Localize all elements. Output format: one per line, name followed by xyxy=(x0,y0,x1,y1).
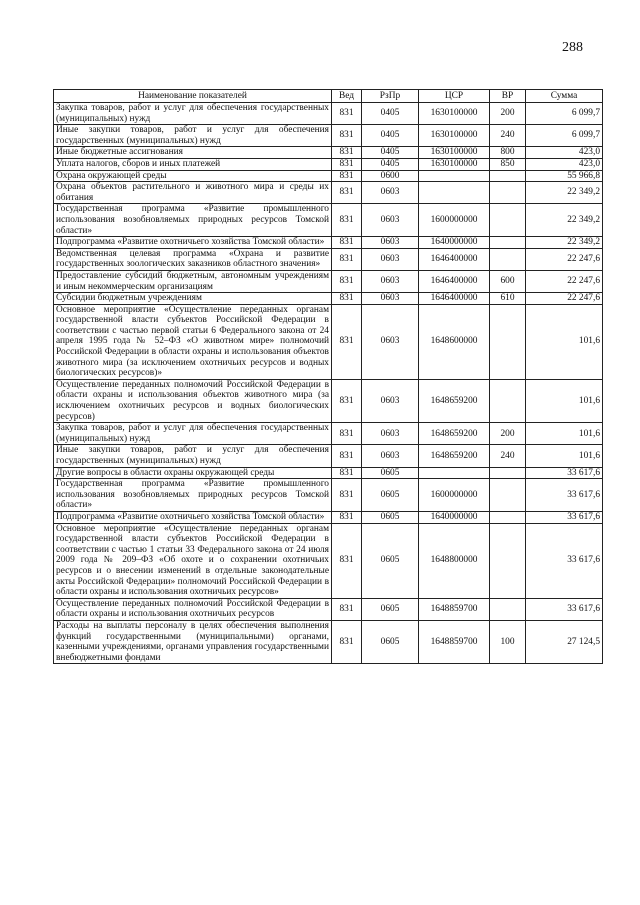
cell-rzpr: 0405 xyxy=(362,158,419,170)
cell-name: Другие вопросы в области охраны окружающей среды xyxy=(54,467,332,479)
cell-rzpr: 0603 xyxy=(362,182,419,204)
cell-ved: 831 xyxy=(332,479,362,512)
cell-name: Основное мероприятие «Осуществление переданных органам государственной власти субъектов Российской Федерации в соответствии с частью 1 статьи 33 Федерального закона от 24 июля 2009 года № 209–ФЗ «Об охоте и о сохранении охотничьих ресурсов и о внесении изменений в отдельные законодательные акты Российской Федерации» полномочий Российской Федерации в области охраны и использования охотничьих ресурсов» xyxy=(54,523,332,598)
page-number: 288 xyxy=(562,40,583,55)
cell-sum: 6 099,7 xyxy=(526,125,603,147)
cell-sum: 22 349,2 xyxy=(526,237,603,249)
cell-csr: 1630100000 xyxy=(419,103,490,125)
cell-ved: 831 xyxy=(332,511,362,523)
cell-rzpr: 0405 xyxy=(362,103,419,125)
cell-sum: 22 349,2 xyxy=(526,204,603,237)
cell-ved: 831 xyxy=(332,445,362,467)
cell-ved: 831 xyxy=(332,103,362,125)
table-row xyxy=(54,158,603,170)
cell-rzpr: 0600 xyxy=(362,170,419,182)
cell-vr xyxy=(490,248,526,270)
cell-sum: 33 617,6 xyxy=(526,598,603,620)
cell-rzpr: 0603 xyxy=(362,204,419,237)
cell-name: Предоставление субсидий бюджетным, автономным учреждениям и иным некоммерческим организациям xyxy=(54,270,332,292)
cell-sum: 22 247,6 xyxy=(526,293,603,305)
table-row xyxy=(54,379,603,422)
table-row xyxy=(54,479,603,512)
cell-vr xyxy=(490,467,526,479)
cell-vr xyxy=(490,598,526,620)
cell-sum: 33 617,6 xyxy=(526,467,603,479)
cell-sum: 33 617,6 xyxy=(526,511,603,523)
cell-rzpr: 0603 xyxy=(362,423,419,445)
cell-sum: 6 099,7 xyxy=(526,103,603,125)
cell-rzpr: 0603 xyxy=(362,270,419,292)
cell-vr xyxy=(490,379,526,422)
cell-vr xyxy=(490,511,526,523)
cell-csr: 1630100000 xyxy=(419,125,490,147)
cell-vr xyxy=(490,204,526,237)
cell-ved: 831 xyxy=(332,248,362,270)
cell-rzpr: 0605 xyxy=(362,523,419,598)
cell-name: Подпрограмма «Развитие охотничьего хозяйства Томской области» xyxy=(54,511,332,523)
cell-rzpr: 0405 xyxy=(362,125,419,147)
cell-name: Иные закупки товаров, работ и услуг для обеспечения государственных (муниципальных) нужд xyxy=(54,125,332,147)
header-ved: Вед xyxy=(332,90,362,103)
cell-ved: 831 xyxy=(332,237,362,249)
table-row xyxy=(54,170,603,182)
cell-csr xyxy=(419,467,490,479)
table-row xyxy=(54,103,603,125)
cell-sum: 101,6 xyxy=(526,379,603,422)
cell-vr: 800 xyxy=(490,147,526,159)
cell-ved: 831 xyxy=(332,182,362,204)
table-row xyxy=(54,620,603,663)
header-rzpr: РзПр xyxy=(362,90,419,103)
cell-csr xyxy=(419,182,490,204)
table-header-row xyxy=(54,90,603,103)
cell-csr: 1648859700 xyxy=(419,620,490,663)
budget-table xyxy=(53,89,603,664)
header-vr: ВР xyxy=(490,90,526,103)
header-csr: ЦСР xyxy=(419,90,490,103)
cell-vr xyxy=(490,170,526,182)
cell-vr xyxy=(490,182,526,204)
cell-rzpr: 0605 xyxy=(362,620,419,663)
cell-csr: 1648859700 xyxy=(419,598,490,620)
cell-name: Иные бюджетные ассигнования xyxy=(54,147,332,159)
table-row xyxy=(54,445,603,467)
cell-rzpr: 0605 xyxy=(362,598,419,620)
cell-name: Ведомственная целевая программа «Охрана и развитие государственных зоологических заказников областного значения» xyxy=(54,248,332,270)
cell-vr: 100 xyxy=(490,620,526,663)
cell-sum: 423,0 xyxy=(526,158,603,170)
cell-csr: 1630100000 xyxy=(419,158,490,170)
cell-csr: 1648659200 xyxy=(419,379,490,422)
cell-vr: 240 xyxy=(490,125,526,147)
cell-csr: 1640000000 xyxy=(419,237,490,249)
cell-csr: 1648800000 xyxy=(419,523,490,598)
cell-vr: 600 xyxy=(490,270,526,292)
cell-name: Основное мероприятие «Осуществление переданных органам государственной власти субъектов Российской Федерации в соответствии с частью первой статьи 6 Федерального закона от 24 апреля 1995 года № 52–ФЗ «О животном мире» полномочий Российской Федерации в области охраны и использования объектов животного мира (за исключением охотничьих ресурсов и водных биологических ресурсов)» xyxy=(54,304,332,379)
cell-name: Иные закупки товаров, работ и услуг для обеспечения государственных (муниципальных) нужд xyxy=(54,445,332,467)
table-row xyxy=(54,467,603,479)
cell-csr: 1600000000 xyxy=(419,479,490,512)
cell-sum: 101,6 xyxy=(526,423,603,445)
cell-name: Государственная программа «Развитие промышленного использования возобновляемых природных ресурсов Томской области» xyxy=(54,479,332,512)
cell-sum: 22 247,6 xyxy=(526,248,603,270)
cell-vr xyxy=(490,237,526,249)
cell-vr xyxy=(490,479,526,512)
cell-ved: 831 xyxy=(332,158,362,170)
cell-rzpr: 0605 xyxy=(362,467,419,479)
cell-csr: 1600000000 xyxy=(419,204,490,237)
cell-csr: 1648600000 xyxy=(419,304,490,379)
cell-name: Государственная программа «Развитие промышленного использования возобновляемых природных ресурсов Томской области» xyxy=(54,204,332,237)
cell-ved: 831 xyxy=(332,304,362,379)
table-row xyxy=(54,248,603,270)
table-row xyxy=(54,204,603,237)
cell-vr xyxy=(490,523,526,598)
cell-ved: 831 xyxy=(332,523,362,598)
cell-rzpr: 0603 xyxy=(362,379,419,422)
cell-name: Осуществление переданных полномочий Российской Федерации в области охраны и использования охотничьих ресурсов xyxy=(54,598,332,620)
table-row xyxy=(54,147,603,159)
cell-csr: 1648659200 xyxy=(419,445,490,467)
cell-sum: 55 966,8 xyxy=(526,170,603,182)
cell-sum: 101,6 xyxy=(526,445,603,467)
cell-ved: 831 xyxy=(332,620,362,663)
cell-csr: 1648659200 xyxy=(419,423,490,445)
cell-rzpr: 0405 xyxy=(362,147,419,159)
cell-rzpr: 0603 xyxy=(362,445,419,467)
cell-ved: 831 xyxy=(332,598,362,620)
cell-name: Закупка товаров, работ и услуг для обеспечения государственных (муниципальных) нужд xyxy=(54,103,332,125)
cell-csr: 1646400000 xyxy=(419,248,490,270)
table-row xyxy=(54,423,603,445)
cell-sum: 101,6 xyxy=(526,304,603,379)
cell-csr: 1630100000 xyxy=(419,147,490,159)
cell-rzpr: 0603 xyxy=(362,248,419,270)
cell-vr: 200 xyxy=(490,103,526,125)
cell-rzpr: 0603 xyxy=(362,304,419,379)
cell-name: Субсидии бюджетным учреждениям xyxy=(54,293,332,305)
table-body xyxy=(54,103,603,664)
cell-ved: 831 xyxy=(332,170,362,182)
cell-name: Осуществление переданных полномочий Российской Федерации в области охраны и использования объектов животного мира (за исключением охотничьих ресурсов и водных биологических ресурсов) xyxy=(54,379,332,422)
table-row xyxy=(54,304,603,379)
cell-ved: 831 xyxy=(332,467,362,479)
cell-name: Уплата налогов, сборов и иных платежей xyxy=(54,158,332,170)
cell-ved: 831 xyxy=(332,423,362,445)
cell-rzpr: 0603 xyxy=(362,293,419,305)
cell-vr: 240 xyxy=(490,445,526,467)
cell-sum: 423,0 xyxy=(526,147,603,159)
cell-csr: 1646400000 xyxy=(419,270,490,292)
table-row xyxy=(54,598,603,620)
cell-ved: 831 xyxy=(332,147,362,159)
cell-name: Охрана объектов растительного и животного мира и среды их обитания xyxy=(54,182,332,204)
cell-ved: 831 xyxy=(332,379,362,422)
cell-name: Охрана окружающей среды xyxy=(54,170,332,182)
cell-vr: 610 xyxy=(490,293,526,305)
cell-rzpr: 0605 xyxy=(362,479,419,512)
cell-rzpr: 0605 xyxy=(362,511,419,523)
cell-sum: 22 349,2 xyxy=(526,182,603,204)
cell-sum: 33 617,6 xyxy=(526,523,603,598)
table-row xyxy=(54,511,603,523)
cell-vr: 200 xyxy=(490,423,526,445)
cell-rzpr: 0603 xyxy=(362,237,419,249)
cell-sum: 33 617,6 xyxy=(526,479,603,512)
cell-csr: 1646400000 xyxy=(419,293,490,305)
cell-sum: 27 124,5 xyxy=(526,620,603,663)
cell-ved: 831 xyxy=(332,270,362,292)
cell-ved: 831 xyxy=(332,204,362,237)
cell-csr xyxy=(419,170,490,182)
cell-name: Закупка товаров, работ и услуг для обеспечения государственных (муниципальных) нужд xyxy=(54,423,332,445)
header-name: Наименование показателей xyxy=(54,90,332,103)
table-row xyxy=(54,237,603,249)
table-row xyxy=(54,270,603,292)
cell-vr xyxy=(490,304,526,379)
table-row xyxy=(54,293,603,305)
cell-sum: 22 247,6 xyxy=(526,270,603,292)
header-sum: Сумма xyxy=(526,90,603,103)
cell-vr: 850 xyxy=(490,158,526,170)
cell-csr: 1640000000 xyxy=(419,511,490,523)
cell-ved: 831 xyxy=(332,125,362,147)
table-row xyxy=(54,523,603,598)
table-row xyxy=(54,182,603,204)
cell-name: Подпрограмма «Развитие охотничьего хозяйства Томской области» xyxy=(54,237,332,249)
cell-name: Расходы на выплаты персоналу в целях обеспечения выполнения функций государственными (муниципальными) органами, казенными учреждениями, органами управления государственными внебюджетными фондами xyxy=(54,620,332,663)
table-row xyxy=(54,125,603,147)
cell-ved: 831 xyxy=(332,293,362,305)
